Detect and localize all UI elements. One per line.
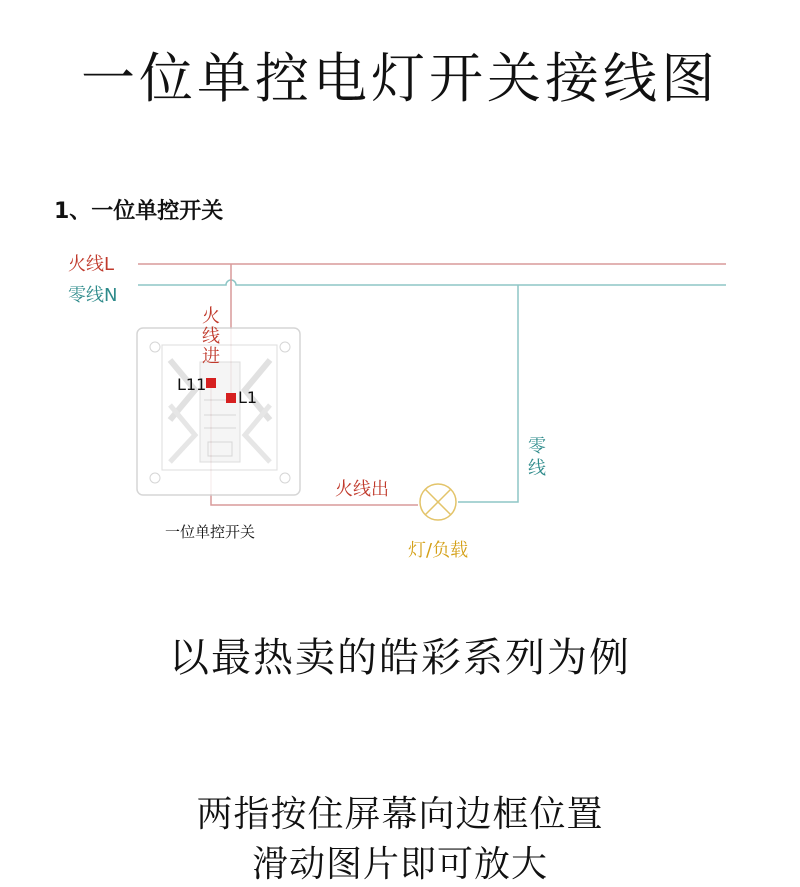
terminal-l11-label: L11 (177, 375, 207, 394)
instruction-line-1: 两指按住屏幕向边框位置 (196, 794, 604, 835)
live-in-label-3: 进 (202, 346, 220, 367)
neutral-wire-label: 零线N (68, 285, 118, 306)
lamp-icon (420, 484, 456, 520)
section-heading: 1、一位单控开关 (54, 199, 224, 224)
live-out-label: 火线出 (335, 479, 389, 500)
instruction-line-2: 滑动图片即可放大 (251, 844, 548, 885)
neutral-wire (138, 280, 726, 285)
neutral-vertical-label-1: 零 (528, 436, 546, 457)
live-wire-label: 火线L (68, 254, 115, 275)
page-title: 一位单控电灯开关接线图 (81, 47, 719, 110)
switch-label: 一位单控开关 (165, 523, 256, 541)
caption: 以最热卖的皓彩系列为例 (169, 635, 631, 681)
live-in-label-1: 火 (202, 306, 220, 327)
lamp-label: 灯/负载 (408, 540, 469, 561)
terminal-l1-label: L1 (238, 388, 258, 407)
neutral-vertical-label-2: 线 (528, 458, 546, 479)
terminal-l1-dot (226, 393, 236, 403)
live-in-label-2: 线 (202, 326, 220, 347)
wiring-diagram (0, 230, 800, 570)
terminal-l11-dot (206, 378, 216, 388)
neutral-drop-wire (458, 285, 518, 502)
